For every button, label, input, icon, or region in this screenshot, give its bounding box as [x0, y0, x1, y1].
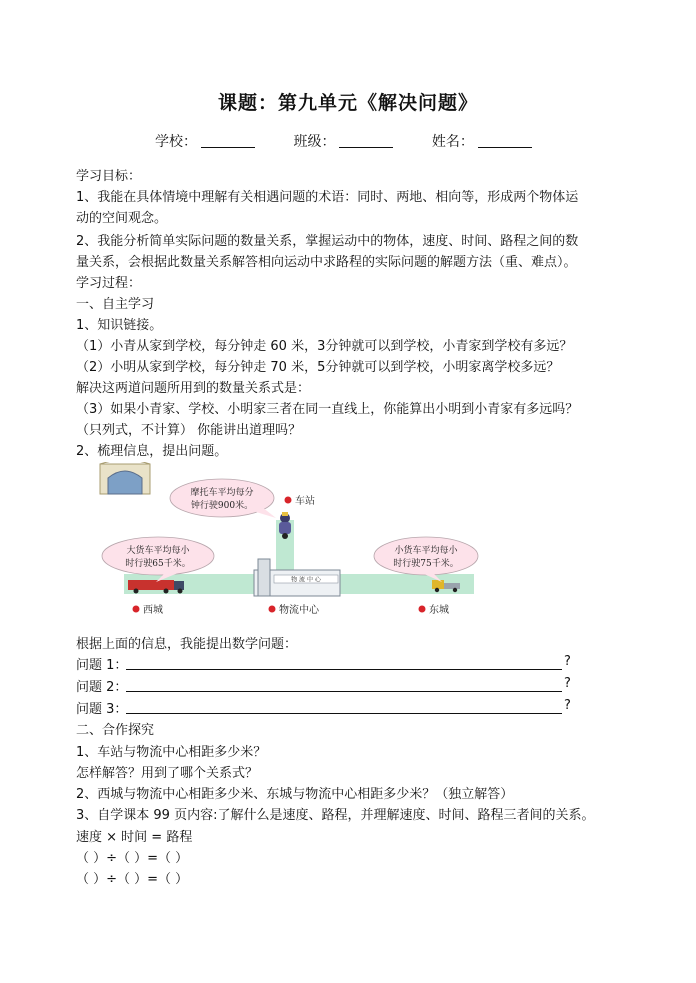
section-2-heading: 二、合作探究 [76, 723, 155, 738]
section-1-heading: 一、自主学习 [76, 297, 155, 312]
west-city-label: 西城 [143, 605, 163, 616]
school-field [155, 134, 255, 150]
moto-bubble-line-2: 钟行驶900米。 [190, 501, 254, 511]
question-row-3-mark: ? [564, 698, 571, 713]
station-marker [285, 494, 316, 507]
center-label: 物流中心 [279, 605, 319, 616]
class-label: 班级： [293, 134, 336, 150]
fill-formula-2: （ ）÷（ ）=（ ） [76, 872, 189, 887]
question-1: （1）小青从家到学校，每分钟走 60 米，3分钟就可以到学校，小青家到学校有多远？ [76, 339, 573, 354]
east-city-marker [419, 603, 450, 616]
school-blank [201, 133, 255, 148]
logistics-building [254, 559, 340, 596]
question-row-1-label: 问题 1： [76, 658, 128, 673]
small-truck-bubble-line-1: 小货车平均每小 [394, 546, 458, 556]
question-row-2-mark: ? [564, 676, 571, 691]
question-row-1-mark: ? [564, 654, 571, 669]
route-illustration [96, 462, 486, 620]
tunnel-icon [100, 462, 150, 494]
big-truck-bubble-line-2: 时行驶65千米。 [125, 559, 191, 569]
school-label: 学校： [155, 134, 197, 150]
objectives-heading: 学习目标： [76, 169, 142, 184]
organize-info: 2、梳理信息，提出问题。 [76, 444, 228, 459]
fill-formula-1: （ ）÷（ ）=（ ） [76, 851, 189, 866]
motorcycle-speed-bubble [170, 479, 276, 518]
question-3-line-2: （只列式，不计算） 你能讲出道理吗？ [76, 423, 302, 438]
question-row-3-blank[interactable] [126, 713, 562, 714]
cooperate-question-1-followup: 怎样解答？用到了哪个关系式？ [76, 766, 259, 781]
moto-bubble-line-1: 摩托车平均每分 [190, 488, 254, 498]
question-row-3 [76, 698, 576, 717]
east-city-label: 东城 [429, 605, 449, 616]
student-info-row [155, 131, 566, 151]
station-label: 车站 [295, 496, 315, 507]
big-truck-bubble-line-1: 大货车平均每小 [126, 546, 190, 556]
building-sign: 物 流 中 心 [291, 576, 321, 584]
question-row-2-label: 问题 2： [76, 680, 128, 695]
name-field [432, 134, 532, 150]
process-heading: 学习过程： [76, 276, 142, 291]
cooperate-question-2: 2、西城与物流中心相距多少米、东城与物流中心相距多少米？（独立解答） [76, 787, 514, 802]
objective-1-line-1: 1、我能在具体情境中理解有关相遇问题的术语：同时、两地、相向等，形成两个物体运 [76, 190, 579, 205]
objective-2-line-2: 量关系，会根据此数量关系解答相向运动中求路程的实际问题的解题方法（重、难点）。 [76, 255, 577, 270]
small-truck-bubble-line-2: 时行驶75千米。 [393, 559, 459, 569]
knowledge-link: 1、知识链接。 [76, 318, 163, 333]
class-blank [339, 133, 393, 148]
question-row-1 [76, 654, 576, 673]
question-3-line-1: （3）如果小青家、学校、小明家三者在同一直线上，你能算出小明到小青家有多远吗？ [76, 402, 579, 417]
question-row-2-blank[interactable] [126, 691, 562, 692]
center-marker [269, 603, 320, 616]
west-city-marker [133, 603, 164, 616]
propose-questions-prompt: 根据上面的信息，我能提出数学问题： [76, 637, 298, 652]
speed-time-distance-formula: 速度 × 时间 = 路程 [76, 830, 193, 845]
page-title: 课题：第九单元《解决问题》 [217, 92, 478, 114]
name-blank [478, 133, 532, 148]
objective-1-line-2: 动的空间观念。 [76, 211, 168, 226]
question-row-1-blank[interactable] [126, 669, 562, 670]
question-row-3-label: 问题 3： [76, 702, 128, 717]
cooperate-question-1: 1、车站与物流中心相距多少米？ [76, 745, 267, 760]
question-row-2 [76, 676, 576, 695]
name-label: 姓名： [431, 134, 474, 150]
class-field [293, 134, 393, 150]
relation-prompt: 解决这两道问题所用到的数量关系式是： [76, 381, 311, 396]
question-2: （2）小明从家到学校，每分钟走 70 米，5分钟就可以到学校，小明家离学校多远？ [76, 360, 560, 375]
objective-2-line-1: 2、我能分析简单实际问题的数量关系，掌握运动中的物体，速度、时间、路程之间的数 [76, 234, 579, 249]
cooperate-question-3: 3、自学课本 99 页内容:了解什么是速度、路程，并理解速度、时间、路程三者间的关系。 [76, 808, 595, 823]
